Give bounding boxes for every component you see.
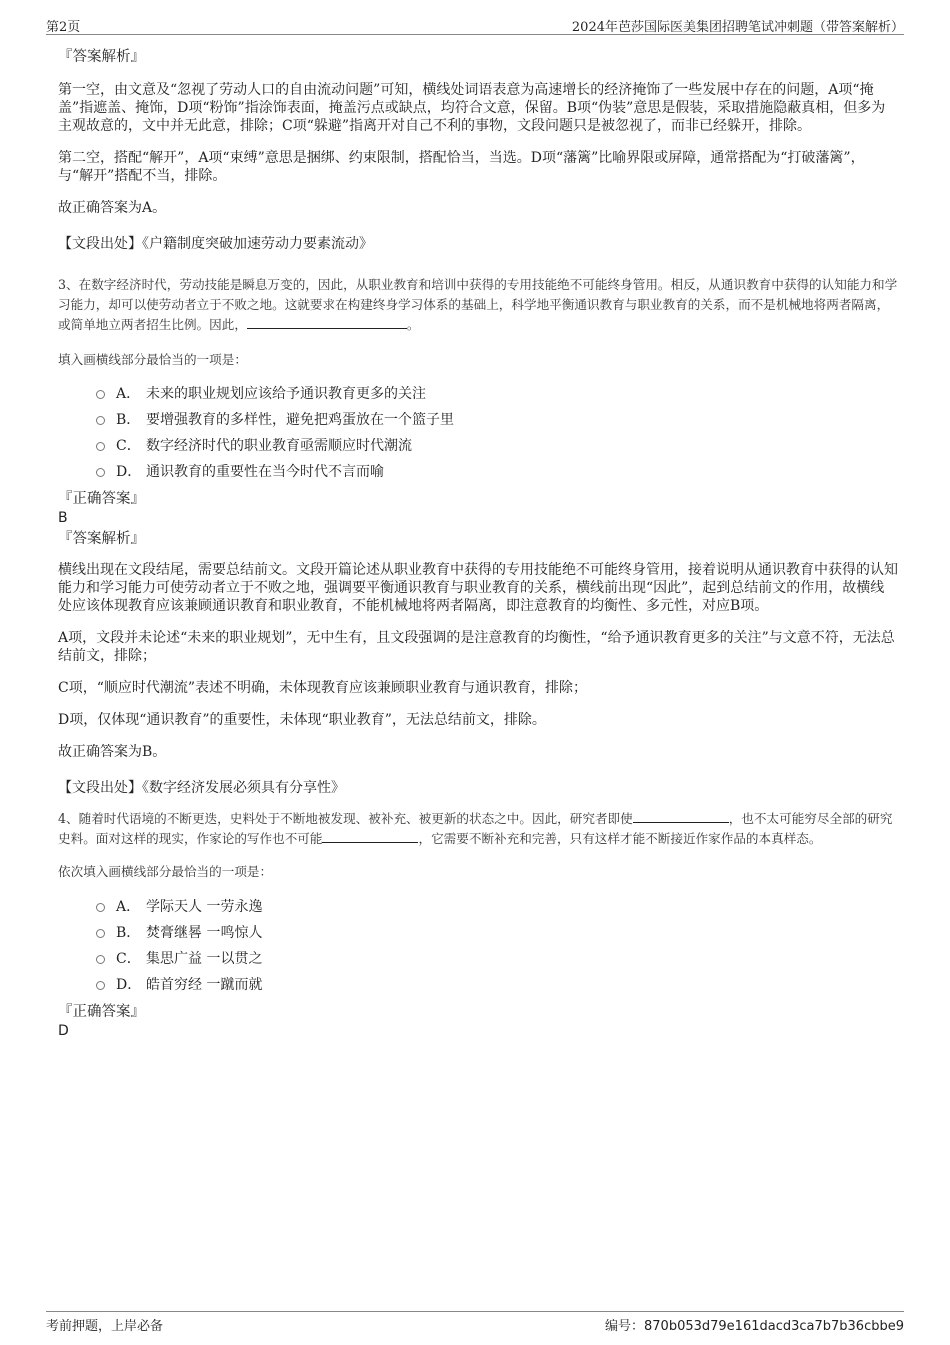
question-stem: 4、随着时代语境的不断更迭，史料处于不断地被发现、被补充、被更新的状态之中。因此，研究者即使 ，也不太可能穷尽全部的研究史料。面对这样的现实，作家论的写作也不可能 ，它需要不断补充和完善，只有这样才能不断接近作家作品的本真样态。 (58, 811, 893, 846)
source-citation: 【文段出处】《数字经济发展必须具有分享性》 (58, 780, 345, 796)
correct-answer: B (58, 510, 68, 526)
option-list (58, 894, 898, 998)
analysis-paragraph: 横线出现在文段结尾，需要总结前文。文段开篇论述从职业教育中获得的专用技能绝不可能终身管用，接着说明从通识教育中获得的认知能力和学习能力可使劳动者立于不败之地，强调要平衡通识教育与职业教育的关系，横线前出现“因此”，起到总结前文的作用，故横线处应该体现教育应该兼顾通识教育和职业教育，不能机械地将两者隔离，即注意教育的均衡性、多元性，对应B项。 (58, 562, 898, 614)
option-d[interactable]: D． 皓首穷经 一蹴而就 (58, 972, 898, 998)
page-number: 第2页 (46, 20, 81, 35)
answer-conclusion: 故正确答案为B。 (58, 744, 167, 760)
analysis-paragraph: 第一空，由文意及“忽视了劳动人口的自由流动问题”可知，横线处词语表意为高速增长的经济掩饰了一些发展中存在的问题，A项“掩盖”指遮盖、掩饰，D项“粉饰”指涂饰表面，掩盖污点或缺点，均符合文意，保留。B项“伪装”意思是假装，采取措施隐蔽真相，但多为主观故意的，文中并无此意，排除；C项“躲避”指离开对自己不利的事物，文段问题只是被忽视了，而非已经躲开，排除。 (58, 82, 886, 134)
fill-blank (322, 829, 418, 843)
question-text-end: 。 (406, 317, 420, 332)
analysis-heading: 『答案解析』 (58, 531, 145, 547)
radio-icon[interactable] (96, 981, 105, 990)
fill-blank (247, 315, 407, 329)
question-stem (58, 275, 898, 335)
radio-icon[interactable] (96, 390, 105, 399)
question-instruction: 依次填入画横线部分最恰当的一项是： (58, 864, 273, 879)
page-header (46, 14, 904, 35)
analysis-paragraph: A项，文段并未论述“未来的职业规划”，无中生有，且文段强调的是注意教育的均衡性，“给予通识教育更多的关注”与文意不符，无法总结前文，排除； (58, 630, 895, 664)
correct-answer-heading: 『正确答案』 (58, 1004, 145, 1020)
option-d[interactable]: D． 通识教育的重要性在当今时代不言而喻 (58, 459, 898, 485)
source-citation: 【文段出处】《户籍制度突破加速劳动力要素流动》 (58, 236, 373, 252)
footer-slogan: 考前押题，上岸必备 (46, 1319, 164, 1334)
option-c[interactable]: C． 集思广益 一以贯之 (58, 946, 898, 972)
correct-answer-heading: 『正确答案』 (58, 491, 145, 507)
option-b[interactable]: B． 要增强教育的多样性，避免把鸡蛋放在一个篮子里 (58, 407, 898, 433)
correct-answer: D (58, 1023, 69, 1039)
question-text: 3、在数字经济时代，劳动技能是瞬息万变的，因此，从职业教育和培训中获得的专用技能绝不可能终身管用。相反，从通识教育中获得的认知能力和学习能力，却可以使劳动者立于不败之地。这就要求在构建终身学习体系的基础上，科学地平衡通识教育与职业教育的关系，而不是机械地将两者隔离，或简单地立两者招生比例。因此， (58, 277, 898, 332)
radio-icon[interactable] (96, 468, 105, 477)
analysis-paragraph: C项，“顺应时代潮流”表述不明确，未体现教育应该兼顾职业教育与通识教育，排除； (58, 680, 588, 696)
page-footer (46, 1311, 904, 1335)
analysis-paragraph: D项，仅体现“通识教育”的重要性，未体现“职业教育”，无法总结前文，排除。 (58, 712, 546, 728)
radio-icon[interactable] (96, 955, 105, 964)
document-title: 2024年芭莎国际医美集团招聘笔试冲刺题（带答案解析） (571, 20, 904, 35)
radio-icon[interactable] (96, 903, 105, 912)
document-code: 编号：870b053d79e161dacd3ca7b7b36cbbe9 (604, 1319, 904, 1334)
page-content (58, 46, 898, 1040)
option-c[interactable]: C． 数字经济时代的职业教育亟需顺应时代潮流 (58, 433, 898, 459)
radio-icon[interactable] (96, 442, 105, 451)
question-instruction: 填入画横线部分最恰当的一项是： (58, 352, 247, 367)
option-a[interactable]: A． 未来的职业规划应该给予通识教育更多的关注 (58, 381, 898, 407)
option-b[interactable]: B． 焚膏继晷 一鸣惊人 (58, 920, 898, 946)
option-a[interactable]: A． 学际天人 一劳永逸 (58, 894, 898, 920)
radio-icon[interactable] (96, 416, 105, 425)
analysis-paragraph: 第二空，搭配“解开”，A项“束缚”意思是捆绑、约束限制，搭配恰当，当选。D项“藩篱”比喻界限或屏障，通常搭配为“打破藩篱”，与“解开”搭配不当，排除。 (58, 150, 865, 184)
answer-conclusion: 故正确答案为A。 (58, 200, 167, 216)
option-list (58, 381, 898, 485)
radio-icon[interactable] (96, 929, 105, 938)
fill-blank (633, 809, 729, 823)
analysis-heading: 『答案解析』 (58, 49, 145, 65)
